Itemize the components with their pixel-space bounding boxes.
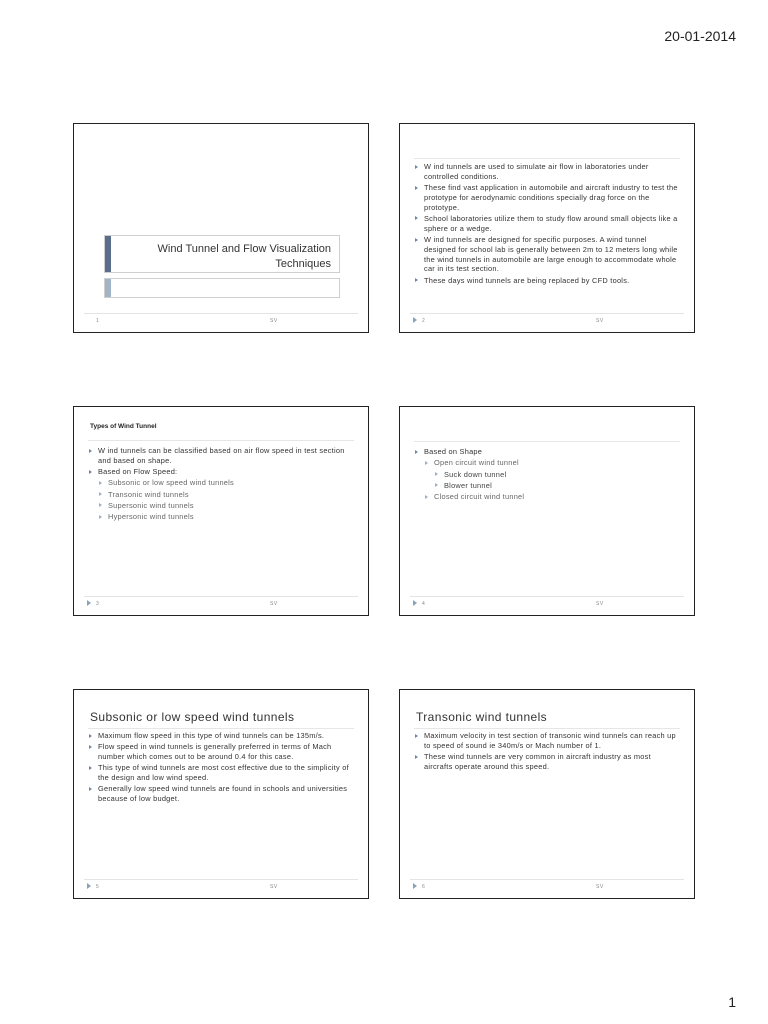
slide-number: 4 xyxy=(422,601,426,607)
footer-arrow-icon xyxy=(87,883,91,889)
bullet-arrow-icon xyxy=(415,238,418,242)
page-date: 20-01-2014 xyxy=(664,28,736,44)
slide-heading: Transonic wind tunnels xyxy=(416,710,548,724)
footer-arrow-icon xyxy=(413,883,417,889)
slide-title-line-1: Wind Tunnel and Flow Visualization xyxy=(157,243,331,255)
bullet-arrow-icon xyxy=(99,515,102,519)
bullet-arrow-icon xyxy=(425,495,428,499)
list-item: Maximum velocity in test section of transonic wind tunnels can reach up to speed of sound ie 340m/s or Mach number of 1. xyxy=(414,731,680,751)
list-item: Blower tunnel xyxy=(414,481,680,491)
slide-author: SV xyxy=(270,318,278,324)
bullet-list xyxy=(414,162,680,287)
list-item: Based on Shape xyxy=(414,447,680,457)
top-divider xyxy=(414,728,680,729)
bullet-arrow-icon xyxy=(415,216,418,220)
slide-1 xyxy=(73,123,369,333)
subtitle-box xyxy=(104,278,340,298)
list-item: School laboratories utilize them to study flow around small objects like a sphere or a wedge. xyxy=(414,214,680,234)
slide-footer xyxy=(84,596,358,607)
list-item: Transonic wind tunnels xyxy=(88,490,354,500)
bullet-arrow-icon xyxy=(99,503,102,507)
bullet-arrow-icon xyxy=(415,450,418,454)
page-number: 1 xyxy=(728,994,736,1010)
slide-author: SV xyxy=(596,318,604,324)
bullet-arrow-icon xyxy=(89,734,92,738)
slide-footer xyxy=(84,313,358,324)
list-item: Based on Flow Speed: xyxy=(88,467,354,477)
bullet-arrow-icon xyxy=(89,766,92,770)
slide-4 xyxy=(399,406,695,616)
slide-number: 5 xyxy=(96,884,100,890)
list-item: These wind tunnels are very common in aircraft industry as most aircrafts operate around this speed. xyxy=(414,752,680,772)
top-divider xyxy=(414,441,680,442)
bullet-arrow-icon xyxy=(99,481,102,485)
list-item: Suck down tunnel xyxy=(414,470,680,480)
list-item: Subsonic or low speed wind tunnels xyxy=(88,478,354,488)
slide-number: 2 xyxy=(422,318,426,324)
slide-heading: Types of Wind Tunnel xyxy=(90,423,157,430)
slide-footer xyxy=(410,879,684,890)
slide-author: SV xyxy=(596,884,604,890)
list-item: W ind tunnels can be classified based on air flow speed in test section and based on shape. xyxy=(88,446,354,466)
slide-number: 6 xyxy=(422,884,426,890)
slide-footer xyxy=(84,879,358,890)
bullet-list xyxy=(88,446,354,524)
list-item: These days wind tunnels are being replaced by CFD tools. xyxy=(414,276,680,286)
bullet-arrow-icon xyxy=(415,186,418,190)
bullet-arrow-icon xyxy=(435,472,438,476)
slide-footer xyxy=(410,313,684,324)
bullet-arrow-icon xyxy=(99,492,102,496)
bullet-arrow-icon xyxy=(415,755,418,759)
bullet-arrow-icon xyxy=(425,461,428,465)
title-accent-bar xyxy=(105,236,111,272)
top-divider xyxy=(414,158,680,159)
bullet-list xyxy=(88,731,354,806)
slide-6 xyxy=(399,689,695,899)
list-item: Hypersonic wind tunnels xyxy=(88,512,354,522)
footer-arrow-icon xyxy=(413,317,417,323)
top-divider xyxy=(88,728,354,729)
list-item: This type of wind tunnels are most cost effective due to the simplicity of the design and low wind speed. xyxy=(88,763,354,783)
slide-heading: Subsonic or low speed wind tunnels xyxy=(90,710,295,724)
slide-footer xyxy=(410,596,684,607)
list-item: Closed circuit wind tunnel xyxy=(414,492,680,502)
list-item: W ind tunnels are used to simulate air flow in laboratories under controlled conditions. xyxy=(414,162,680,182)
bullet-arrow-icon xyxy=(89,449,92,453)
slide-author: SV xyxy=(270,884,278,890)
bullet-arrow-icon xyxy=(435,483,438,487)
footer-arrow-icon xyxy=(413,600,417,606)
bullet-arrow-icon xyxy=(415,278,418,282)
bullet-arrow-icon xyxy=(89,470,92,474)
footer-arrow-icon xyxy=(87,600,91,606)
slide-number: 3 xyxy=(96,601,100,607)
slide-3 xyxy=(73,406,369,616)
top-divider xyxy=(88,440,354,441)
slide-author: SV xyxy=(270,601,278,607)
bullet-arrow-icon xyxy=(89,787,92,791)
list-item: Generally low speed wind tunnels are found in schools and universities because of low budget. xyxy=(88,784,354,804)
slide-5 xyxy=(73,689,369,899)
bullet-list xyxy=(414,731,680,773)
bullet-arrow-icon xyxy=(89,745,92,749)
slide-author: SV xyxy=(596,601,604,607)
list-item: Supersonic wind tunnels xyxy=(88,501,354,511)
list-item: These find vast application in automobile and aircraft industry to test the prototype for aerodynamic conditions specially drag force on the prototype. xyxy=(414,183,680,212)
bullet-list xyxy=(414,447,680,503)
slide-title xyxy=(158,242,331,272)
list-item: Maximum flow speed in this type of wind tunnels can be 135m/s. xyxy=(88,731,354,741)
bullet-arrow-icon xyxy=(415,734,418,738)
slide-title-line-2: Techniques xyxy=(275,258,331,270)
list-item: Open circuit wind tunnel xyxy=(414,458,680,468)
list-item: Flow speed in wind tunnels is generally preferred in terms of Mach number which comes out to be around 0.4 for this case. xyxy=(88,742,354,762)
subtitle-accent-bar xyxy=(105,279,111,297)
slide-2 xyxy=(399,123,695,333)
slide-number: 1 xyxy=(96,318,100,324)
list-item: W ind tunnels are designed for specific purposes. A wind tunnel designed for school lab is generally between 2m to 12 meters long while the wind tunnels in automobile are large enough to accommodate whole car in its test section. xyxy=(414,235,680,274)
bullet-arrow-icon xyxy=(415,165,418,169)
title-box xyxy=(104,235,340,273)
